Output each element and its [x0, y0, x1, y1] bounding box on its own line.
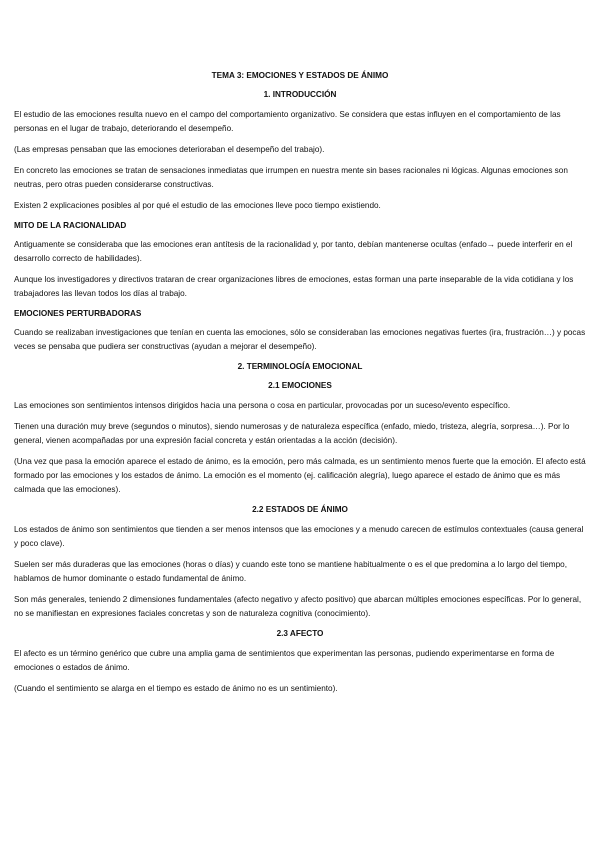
paragraph-estados-2: Suelen ser más duraderas que las emociones (horas o días) y cuando este tono se mantiene habitualmente o es el que predomina a lo largo del tiempo, hablamos de humor dominante o estado fundamental de ánimo.: [14, 560, 567, 583]
paragraph-intro-1: El estudio de las emociones resulta nuevo en el campo del comportamiento organizativo. Se considera que estas influyen en el comportamiento de las personas en el lugar de trabajo, deteriorando el desempeño.: [14, 110, 561, 133]
document-title: TEMA 3: EMOCIONES Y ESTADOS DE ÁNIMO: [211, 71, 389, 80]
paragraph-emociones-2: Tienen una duración muy breve (segundos o minutos), siendo numerosas y de naturaleza específica (enfado, miedo, tristeza, alegría, sorpresa…). Por lo general, vienen acompañadas por una expresión facial concreta y están orientadas a la acción (decisión).: [14, 422, 570, 445]
paragraph-mito-1: Antiguamente se consideraba que las emociones eran antítesis de la racionalidad y, por tanto, debían mantenerse ocultas (enfado→ puede interferir en el desarrollo correcto de habilidades).: [14, 240, 573, 263]
paragraph-afecto-2: (Cuando el sentimiento se alarga en el tiempo es estado de ánimo no es un sentimiento).: [14, 684, 338, 693]
section-heading-emociones: 2.1 EMOCIONES: [268, 381, 332, 390]
paragraph-intro-2: (Las empresas pensaban que las emociones deterioraban el desempeño del trabajo).: [14, 145, 325, 154]
section-heading-terminologia: 2. TERMINOLOGÍA EMOCIONAL: [237, 362, 363, 371]
paragraph-perturbadoras-1: Cuando se realizaban investigaciones que tenían en cuenta las emociones, sólo se consideraban las emociones negativas fuertes (ira, frustración…) y pocas veces se pensaba que pudiera ser constructivas (ayudan a mejorar el desempeño).: [14, 328, 586, 351]
paragraph-estados-1: Los estados de ánimo son sentimientos que tienden a ser menos intensos que las emociones y a menudo carecen de estímulos contextuales (causa general y poco clave).: [14, 525, 584, 548]
section-heading-introduccion: 1. INTRODUCCIÓN: [263, 90, 337, 99]
paragraph-intro-3: En concreto las emociones se tratan de sensaciones inmediatas que irrumpen en nuestra mente sin bases racionales ni lógicas. Algunas emociones son neutras, pero otras pueden considerarse constructivas.: [14, 166, 568, 189]
subheading-emociones-perturbadoras: EMOCIONES PERTURBADORAS: [14, 309, 142, 318]
subheading-mito-racionalidad: MITO DE LA RACIONALIDAD: [14, 221, 127, 230]
paragraph-mito-2: Aunque los investigadores y directivos trataran de crear organizaciones libres de emociones, estas forman una parte inseparable de la vida cotidiana y los trabajadores las llevan todos los días al trabajo.: [14, 275, 574, 298]
paragraph-emociones-1: Las emociones son sentimientos intensos dirigidos hacia una persona o cosa en particular, provocadas por un suceso/evento específico.: [14, 401, 511, 410]
paragraph-emociones-3: (Una vez que pasa la emoción aparece el estado de ánimo, es la emoción, pero más calmada, es un sentimiento menos fuerte que la emoción. El afecto está formado por las emociones y los estados de ánimo. La emoción es el momento (ej. calificación alegría), luego aparece el estado de ánimo que es más calmada que las emociones).: [14, 457, 586, 494]
section-heading-estados-animo: 2.2 ESTADOS DE ÁNIMO: [252, 505, 348, 514]
paragraph-afecto-1: El afecto es un término genérico que cubre una amplia gama de sentimientos que experimentan las personas, pudiendo experimentarse en forma de emociones o estados de ánimo.: [14, 649, 555, 672]
paragraph-estados-3: Son más generales, teniendo 2 dimensiones fundamentales (afecto negativo y afecto positivo) que abarcan múltiples emociones específicas. Por lo general, no se manifiestan en expresiones faciales concretas y son de naturaleza cognitiva (conocimiento).: [14, 595, 582, 618]
paragraph-intro-4: Existen 2 explicaciones posibles al por qué el estudio de las emociones lleve poco tiempo existiendo.: [14, 201, 381, 210]
section-heading-afecto: 2.3 AFECTO: [276, 629, 324, 638]
